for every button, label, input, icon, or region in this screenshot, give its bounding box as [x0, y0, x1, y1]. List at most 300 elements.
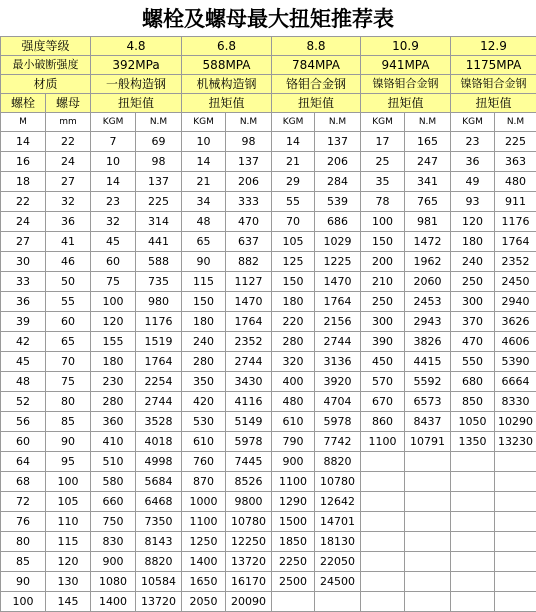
table-cell: 450	[361, 352, 405, 372]
torque-label-6-8: 扭矩值	[182, 94, 272, 113]
table-cell: 240	[182, 332, 226, 352]
grade-8-8: 8.8	[272, 37, 361, 56]
table-cell: 980	[136, 292, 182, 312]
table-cell: 22	[1, 192, 46, 212]
table-row	[1, 292, 536, 312]
table-cell	[495, 512, 536, 532]
table-cell: 36	[451, 152, 495, 172]
table-cell: 410	[91, 432, 136, 452]
table-cell: 230	[91, 372, 136, 392]
table-cell: 4998	[136, 452, 182, 472]
table-cell: 6573	[405, 392, 451, 412]
table-cell: 90	[1, 572, 46, 592]
table-cell: 137	[136, 172, 182, 192]
table-cell	[405, 472, 451, 492]
table-cell: 23	[91, 192, 136, 212]
table-cell: 14	[91, 172, 136, 192]
table-cell: 85	[46, 412, 91, 432]
table-cell: 363	[495, 152, 536, 172]
table-cell: 13720	[226, 552, 272, 572]
table-cell: 120	[91, 312, 136, 332]
table-cell: 10780	[315, 472, 361, 492]
table-cell: 735	[136, 272, 182, 292]
unit-nm: N.M	[136, 113, 182, 132]
table-cell	[495, 472, 536, 492]
table-cell: 36	[46, 212, 91, 232]
table-cell	[495, 492, 536, 512]
table-cell: 21	[272, 152, 315, 172]
table-cell: 50	[46, 272, 91, 292]
table-cell: 1176	[495, 212, 536, 232]
table-cell: 2744	[315, 332, 361, 352]
table-cell: 52	[1, 392, 46, 412]
table-cell: 1764	[226, 312, 272, 332]
table-cell: 250	[361, 292, 405, 312]
table-cell: 9800	[226, 492, 272, 512]
table-cell: 14	[182, 152, 226, 172]
table-cell: 100	[46, 472, 91, 492]
table-cell: 250	[451, 272, 495, 292]
table-cell: 25	[361, 152, 405, 172]
material-10-9: 镍铬钼合金钢	[361, 75, 451, 94]
table-cell: 1472	[405, 232, 451, 252]
table-cell: 7742	[315, 432, 361, 452]
table-cell: 570	[361, 372, 405, 392]
table-cell: 2060	[405, 272, 451, 292]
table-cell: 470	[226, 212, 272, 232]
table-cell: 10	[182, 132, 226, 152]
table-cell: 130	[46, 572, 91, 592]
table-cell: 333	[226, 192, 272, 212]
table-cell: 760	[182, 452, 226, 472]
torque-label-row	[1, 94, 536, 113]
table-row	[1, 532, 536, 552]
table-row	[1, 332, 536, 352]
strength-4-8: 392MPa	[91, 56, 182, 75]
table-cell: 1764	[136, 352, 182, 372]
table-cell: 200	[361, 252, 405, 272]
table-cell: 1029	[315, 232, 361, 252]
table-cell: 1100	[272, 472, 315, 492]
table-cell: 1250	[182, 532, 226, 552]
table-row	[1, 552, 536, 572]
table-cell: 16	[1, 152, 46, 172]
table-cell: 8820	[136, 552, 182, 572]
table-cell	[361, 472, 405, 492]
table-cell: 2352	[495, 252, 536, 272]
table-cell: 610	[182, 432, 226, 452]
table-cell: 911	[495, 192, 536, 212]
table-cell: 5684	[136, 472, 182, 492]
unit-nm: N.M	[405, 113, 451, 132]
table-cell: 4704	[315, 392, 361, 412]
table-cell: 220	[272, 312, 315, 332]
table-cell: 206	[226, 172, 272, 192]
table-row	[1, 252, 536, 272]
table-row	[1, 352, 536, 372]
table-cell	[495, 572, 536, 592]
table-cell: 300	[361, 312, 405, 332]
unit-kgm: KGM	[182, 113, 226, 132]
table-cell: 860	[361, 412, 405, 432]
table-cell: 6664	[495, 372, 536, 392]
table-row	[1, 472, 536, 492]
table-cell: 750	[91, 512, 136, 532]
torque-label-10-9: 扭矩值	[361, 94, 451, 113]
table-cell	[451, 572, 495, 592]
table-cell: 284	[315, 172, 361, 192]
table-cell: 2254	[136, 372, 182, 392]
table-cell: 30	[1, 252, 46, 272]
table-cell: 670	[361, 392, 405, 412]
table-cell: 14701	[315, 512, 361, 532]
table-cell: 765	[405, 192, 451, 212]
table-cell: 110	[46, 512, 91, 532]
table-cell: 10	[91, 152, 136, 172]
table-cell: 13720	[136, 592, 182, 612]
table-cell: 42	[1, 332, 46, 352]
table-cell: 370	[451, 312, 495, 332]
table-cell: 660	[91, 492, 136, 512]
table-cell: 10791	[405, 432, 451, 452]
table-cell: 420	[182, 392, 226, 412]
table-cell	[451, 472, 495, 492]
table-cell: 1100	[182, 512, 226, 532]
table-cell: 1850	[272, 532, 315, 552]
page-title: 螺栓及螺母最大扭矩推荐表	[0, 0, 536, 36]
table-cell: 637	[226, 232, 272, 252]
table-row	[1, 412, 536, 432]
table-cell: 530	[182, 412, 226, 432]
table-cell: 49	[451, 172, 495, 192]
table-cell	[272, 592, 315, 612]
table-cell: 33	[1, 272, 46, 292]
table-cell: 32	[46, 192, 91, 212]
table-cell: 8820	[315, 452, 361, 472]
unit-kgm: KGM	[451, 113, 495, 132]
table-cell: 48	[182, 212, 226, 232]
table-row	[1, 272, 536, 292]
unit-nm: N.M	[226, 113, 272, 132]
table-row	[1, 172, 536, 192]
table-row	[1, 392, 536, 412]
table-cell: 93	[451, 192, 495, 212]
table-cell: 70	[46, 352, 91, 372]
table-cell: 4116	[226, 392, 272, 412]
table-cell: 46	[46, 252, 91, 272]
table-cell: 150	[361, 232, 405, 252]
table-cell: 180	[91, 352, 136, 372]
table-cell: 7	[91, 132, 136, 152]
table-cell: 115	[46, 532, 91, 552]
torque-label-12-9: 扭矩值	[451, 94, 536, 113]
table-cell: 1176	[136, 312, 182, 332]
table-cell: 4606	[495, 332, 536, 352]
torque-label-4-8: 扭矩值	[91, 94, 182, 113]
table-cell: 125	[272, 252, 315, 272]
table-cell: 1050	[451, 412, 495, 432]
table-cell: 680	[451, 372, 495, 392]
table-cell: 80	[1, 532, 46, 552]
table-cell: 29	[272, 172, 315, 192]
table-cell: 100	[1, 592, 46, 612]
table-row	[1, 372, 536, 392]
table-cell: 225	[136, 192, 182, 212]
table-cell: 60	[46, 312, 91, 332]
table-cell: 8437	[405, 412, 451, 432]
table-cell: 10584	[136, 572, 182, 592]
table-cell: 3826	[405, 332, 451, 352]
table-cell: 41	[46, 232, 91, 252]
table-cell	[451, 552, 495, 572]
table-cell: 2352	[226, 332, 272, 352]
nut-label: 螺母	[46, 94, 91, 113]
table-cell: 1225	[315, 252, 361, 272]
table-cell: 56	[1, 412, 46, 432]
table-row	[1, 512, 536, 532]
table-cell	[451, 592, 495, 612]
table-cell: 1290	[272, 492, 315, 512]
table-cell: 36	[1, 292, 46, 312]
table-cell: 247	[405, 152, 451, 172]
table-cell: 65	[182, 232, 226, 252]
table-cell: 3626	[495, 312, 536, 332]
table-cell: 165	[405, 132, 451, 152]
table-cell: 115	[182, 272, 226, 292]
table-cell: 27	[46, 172, 91, 192]
table-cell: 5390	[495, 352, 536, 372]
table-cell: 3528	[136, 412, 182, 432]
table-row	[1, 232, 536, 252]
table-cell: 4018	[136, 432, 182, 452]
material-4-8: 一般构造钢	[91, 75, 182, 94]
table-cell: 32	[91, 212, 136, 232]
table-cell: 686	[315, 212, 361, 232]
table-cell: 5149	[226, 412, 272, 432]
table-cell: 24	[1, 212, 46, 232]
table-cell: 1764	[495, 232, 536, 252]
table-cell: 7445	[226, 452, 272, 472]
table-cell: 2500	[272, 572, 315, 592]
table-cell: 2943	[405, 312, 451, 332]
table-cell: 5978	[226, 432, 272, 452]
table-cell: 80	[46, 392, 91, 412]
table-cell	[495, 592, 536, 612]
table-row	[1, 132, 536, 152]
table-cell: 510	[91, 452, 136, 472]
table-row	[1, 152, 536, 172]
table-cell: 155	[91, 332, 136, 352]
table-cell: 64	[1, 452, 46, 472]
table-cell: 10780	[226, 512, 272, 532]
table-cell: 4415	[405, 352, 451, 372]
table-cell	[495, 552, 536, 572]
table-cell	[405, 532, 451, 552]
table-cell: 45	[91, 232, 136, 252]
table-cell: 22	[46, 132, 91, 152]
table-row	[1, 312, 536, 332]
grade-12-9: 12.9	[451, 37, 536, 56]
table-cell: 18	[1, 172, 46, 192]
table-cell: 830	[91, 532, 136, 552]
material-6-8: 机械构造钢	[182, 75, 272, 94]
unit-nm: N.M	[495, 113, 536, 132]
table-cell: 2940	[495, 292, 536, 312]
table-cell: 95	[46, 452, 91, 472]
table-cell: 45	[1, 352, 46, 372]
table-cell: 350	[182, 372, 226, 392]
table-cell: 280	[272, 332, 315, 352]
grade-label: 强度等级	[1, 37, 91, 56]
table-cell: 13230	[495, 432, 536, 452]
table-cell: 981	[405, 212, 451, 232]
table-cell: 7350	[136, 512, 182, 532]
table-cell: 1400	[182, 552, 226, 572]
table-cell: 441	[136, 232, 182, 252]
table-cell: 120	[451, 212, 495, 232]
table-cell: 68	[1, 472, 46, 492]
table-cell: 610	[272, 412, 315, 432]
table-cell: 48	[1, 372, 46, 392]
table-cell	[405, 492, 451, 512]
table-row	[1, 452, 536, 472]
table-cell: 480	[495, 172, 536, 192]
table-cell: 300	[451, 292, 495, 312]
table-cell	[361, 452, 405, 472]
table-cell: 550	[451, 352, 495, 372]
table-cell: 17	[361, 132, 405, 152]
material-8-8: 铬钼合金钢	[272, 75, 361, 94]
table-cell: 5978	[315, 412, 361, 432]
table-cell	[361, 552, 405, 572]
table-cell: 60	[91, 252, 136, 272]
table-cell: 24500	[315, 572, 361, 592]
unit-nut: mm	[46, 113, 91, 132]
unit-bolt: M	[1, 113, 46, 132]
table-cell: 1350	[451, 432, 495, 452]
table-cell: 78	[361, 192, 405, 212]
unit-kgm: KGM	[91, 113, 136, 132]
table-cell: 34	[182, 192, 226, 212]
table-cell	[361, 572, 405, 592]
table-row	[1, 492, 536, 512]
table-cell: 539	[315, 192, 361, 212]
table-cell: 98	[226, 132, 272, 152]
table-cell: 1962	[405, 252, 451, 272]
table-cell: 55	[272, 192, 315, 212]
table-cell: 12250	[226, 532, 272, 552]
table-cell: 70	[272, 212, 315, 232]
table-cell: 75	[46, 372, 91, 392]
table-cell: 100	[91, 292, 136, 312]
table-cell: 1500	[272, 512, 315, 532]
table-row	[1, 592, 536, 612]
table-cell: 341	[405, 172, 451, 192]
table-cell: 20090	[226, 592, 272, 612]
table-cell: 90	[46, 432, 91, 452]
table-cell: 105	[46, 492, 91, 512]
grade-row	[1, 37, 536, 56]
table-cell: 1100	[361, 432, 405, 452]
table-cell: 480	[272, 392, 315, 412]
table-row	[1, 432, 536, 452]
unit-nm: N.M	[315, 113, 361, 132]
table-cell: 14	[1, 132, 46, 152]
bolt-label: 螺栓	[1, 94, 46, 113]
table-cell: 98	[136, 152, 182, 172]
table-cell: 180	[182, 312, 226, 332]
table-cell: 60	[1, 432, 46, 452]
table-cell: 870	[182, 472, 226, 492]
table-cell: 225	[495, 132, 536, 152]
table-cell: 900	[272, 452, 315, 472]
table-cell: 1000	[182, 492, 226, 512]
table-cell: 8143	[136, 532, 182, 552]
table-cell: 75	[91, 272, 136, 292]
table-cell: 400	[272, 372, 315, 392]
table-cell: 6468	[136, 492, 182, 512]
table-cell: 1080	[91, 572, 136, 592]
table-cell: 850	[451, 392, 495, 412]
material-row	[1, 75, 536, 94]
strength-6-8: 588MPA	[182, 56, 272, 75]
table-cell: 16170	[226, 572, 272, 592]
strength-10-9: 941MPA	[361, 56, 451, 75]
table-cell: 280	[91, 392, 136, 412]
table-cell: 100	[361, 212, 405, 232]
table-row	[1, 572, 536, 592]
table-cell: 3430	[226, 372, 272, 392]
table-cell: 2744	[226, 352, 272, 372]
table-cell: 2450	[495, 272, 536, 292]
table-cell: 580	[91, 472, 136, 492]
table-cell: 280	[182, 352, 226, 372]
grade-4-8: 4.8	[91, 37, 182, 56]
table-cell: 5592	[405, 372, 451, 392]
table-cell: 137	[226, 152, 272, 172]
table-row	[1, 192, 536, 212]
table-cell	[451, 532, 495, 552]
table-cell: 27	[1, 232, 46, 252]
unit-kgm: KGM	[361, 113, 405, 132]
min-strength-label: 最小破断强度	[1, 56, 91, 75]
table-cell: 1764	[315, 292, 361, 312]
table-cell: 120	[46, 552, 91, 572]
table-cell: 150	[182, 292, 226, 312]
table-cell	[315, 592, 361, 612]
torque-table	[0, 36, 536, 612]
table-cell: 24	[46, 152, 91, 172]
table-cell: 65	[46, 332, 91, 352]
table-cell	[405, 572, 451, 592]
table-cell: 180	[272, 292, 315, 312]
table-cell: 10290	[495, 412, 536, 432]
table-cell: 39	[1, 312, 46, 332]
table-cell: 72	[1, 492, 46, 512]
table-cell: 14	[272, 132, 315, 152]
table-cell: 2453	[405, 292, 451, 312]
table-cell: 314	[136, 212, 182, 232]
table-cell: 137	[315, 132, 361, 152]
table-cell: 1470	[315, 272, 361, 292]
table-cell: 1519	[136, 332, 182, 352]
table-cell	[405, 552, 451, 572]
strength-8-8: 784MPA	[272, 56, 361, 75]
table-cell: 23	[451, 132, 495, 152]
table-cell	[495, 452, 536, 472]
table-cell: 588	[136, 252, 182, 272]
grade-6-8: 6.8	[182, 37, 272, 56]
